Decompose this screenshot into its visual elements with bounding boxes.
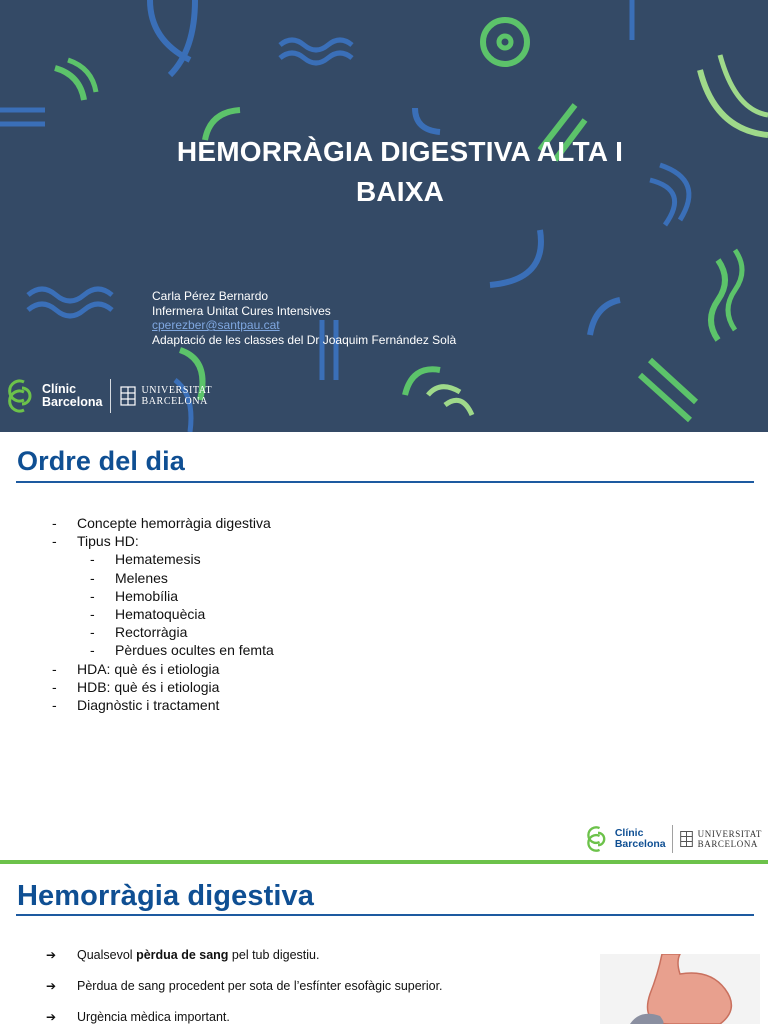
institution-logos (8, 376, 212, 416)
list-dash: - (90, 569, 95, 586)
university-seal-icon (119, 384, 137, 408)
arrow-icon: ➔ (46, 979, 57, 993)
bullet-item (46, 1010, 443, 1024)
list-dash: - (90, 642, 95, 659)
arrow-icon: ➔ (46, 1010, 57, 1024)
definition-slide (0, 864, 768, 1024)
agenda-list (52, 514, 274, 714)
bullet-item (46, 948, 443, 979)
bullet-text (77, 948, 320, 962)
agenda-item (52, 532, 274, 550)
agenda-item-text: Tipus HD: (77, 533, 139, 550)
agenda-subitem (52, 569, 274, 587)
clinic-logo-icon (587, 825, 609, 853)
presentation-title: HEMORRÀGIA DIGESTIVA ALTA I BAIXA (176, 136, 624, 207)
footer-logos (587, 822, 762, 856)
list-dash: - (90, 606, 95, 623)
bullet-text-plain: pel tub digestiu. (228, 948, 320, 962)
list-dash: - (90, 587, 95, 604)
ub-logo-line1: UNIVERSITAT (697, 829, 762, 839)
clinic-logo-text (615, 828, 666, 850)
agenda-item (52, 514, 274, 532)
university-logo-text (141, 385, 212, 407)
clinic-logo-line1: Clínic (614, 827, 644, 839)
logo-separator (672, 825, 673, 853)
agenda-item-text: Concepte hemorràgia digestiva (77, 515, 271, 531)
list-dash: - (90, 624, 95, 641)
list-dash: - (52, 515, 57, 531)
ub-logo-line2: BARCELONA (697, 839, 759, 849)
bullet-text-plain: Urgència mèdica important. (77, 1010, 230, 1024)
slide-heading: Ordre del dia (17, 446, 185, 476)
agenda-item (52, 696, 274, 714)
bullet-text-bold: pèrdua de sang (136, 948, 229, 962)
list-dash: - (52, 678, 57, 695)
agenda-subitem (52, 587, 274, 605)
clinic-logo-line2: Barcelona (42, 395, 103, 409)
stomach-illustration-icon (600, 954, 760, 1024)
agenda-subitem (52, 623, 274, 641)
agenda-item-text: Diagnòstic i tractament (77, 697, 220, 714)
title-slide (0, 0, 768, 432)
agenda-item-text: Hematemesis (115, 551, 201, 568)
university-seal-icon (679, 829, 694, 849)
arrow-icon: ➔ (46, 948, 57, 962)
list-dash: - (52, 533, 57, 550)
agenda-item-text: Melenes (115, 569, 168, 586)
bullet-text-plain: Pèrdua de sang procedent per sota de l’esfínter esofàgic superior. (77, 979, 443, 993)
agenda-item-text: Hematoquècia (115, 606, 206, 623)
bullet-list (46, 948, 443, 1024)
slide-heading: Hemorràgia digestiva (17, 880, 314, 912)
agenda-subitem (52, 605, 274, 623)
list-dash: - (52, 697, 57, 714)
clinic-logo-line2: Barcelona (614, 838, 666, 850)
bullet-item (46, 979, 443, 1010)
agenda-item-text: HDA: què és i etiologia (77, 660, 220, 677)
agenda-item-text: HDB: què és i etiologia (77, 678, 220, 695)
decorative-pattern (0, 0, 768, 432)
bullet-text-plain: Qualsevol (77, 948, 137, 962)
adaptation-note: Adaptació de les classes del Dr Joaquim Fernández Solà (152, 332, 457, 347)
author-email-link[interactable]: cperezber@santpau.cat (152, 318, 280, 332)
agenda-slide (0, 432, 768, 864)
clinic-logo-line1: Clínic (42, 382, 77, 396)
agenda-item-text: Pèrdues ocultes en femta (115, 642, 274, 659)
author-role: Infermera Unitat Cures Intensives (152, 303, 331, 318)
university-logo-text (698, 829, 762, 849)
ub-logo-line1: UNIVERSITAT (141, 385, 213, 396)
agenda-item-text: Rectorràgia (115, 624, 188, 641)
clinic-logo-text (42, 383, 102, 409)
list-dash: - (52, 660, 57, 677)
heading-underline (16, 914, 754, 916)
agenda-item-text: Hemobília (115, 587, 179, 604)
author-block (152, 289, 456, 347)
logo-separator (110, 379, 111, 413)
list-dash: - (90, 551, 95, 568)
agenda-item (52, 678, 274, 696)
clinic-logo-icon (8, 378, 36, 414)
agenda-subitem (52, 641, 274, 659)
bullet-text (77, 1010, 230, 1024)
agenda-item (52, 660, 274, 678)
author-name: Carla Pérez Bernardo (152, 289, 269, 303)
heading-underline (16, 481, 754, 483)
agenda-subitem (52, 550, 274, 568)
bullet-text (77, 979, 443, 993)
ub-logo-line2: BARCELONA (141, 396, 208, 407)
